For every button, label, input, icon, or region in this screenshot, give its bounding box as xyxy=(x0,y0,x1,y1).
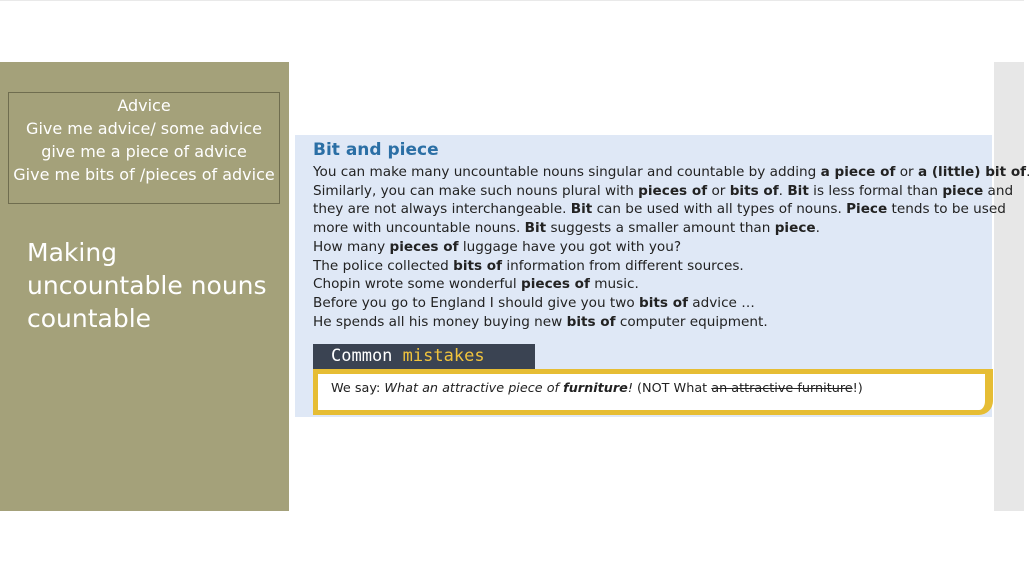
bold-phrase: pieces of xyxy=(520,276,590,293)
bold-phrase: bits of xyxy=(729,182,779,199)
textbook-body xyxy=(313,163,1030,331)
paragraph-line xyxy=(313,163,1030,182)
paragraph-line xyxy=(313,182,1014,201)
example-sentence xyxy=(313,238,985,257)
text-segment: music. xyxy=(589,276,639,293)
example-sentence xyxy=(313,313,985,332)
bold-phrase: a (little) bit of xyxy=(917,164,1027,180)
advice-line: Give me advice/ some advice xyxy=(26,119,262,138)
bold-phrase: pieces of xyxy=(389,238,459,255)
text-segment: (NOT What xyxy=(632,381,712,396)
advice-box xyxy=(8,92,280,204)
text-segment: or xyxy=(707,182,730,199)
text-segment: computer equipment. xyxy=(615,313,768,330)
text-segment: He spends all his money buying new xyxy=(313,313,567,330)
common-mistakes-label xyxy=(313,344,535,369)
text-segment: We say: xyxy=(331,381,385,396)
bold-phrase: bits of xyxy=(453,257,503,274)
paragraph-line xyxy=(313,219,985,238)
text-segment: information from different sources. xyxy=(502,257,744,274)
text-segment: is less formal than xyxy=(808,182,943,199)
text-segment: . xyxy=(778,182,788,199)
text-segment: luggage have you got with you? xyxy=(458,238,682,255)
bold-phrase: piece xyxy=(774,220,816,237)
text-segment: . xyxy=(1026,164,1030,180)
slide-title-line: Making xyxy=(27,238,118,267)
text-segment: Chopin wrote some wonderful xyxy=(313,276,521,293)
text-segment: How many xyxy=(313,238,390,255)
text-segment: more with uncountable nouns. xyxy=(313,220,525,237)
example-sentence xyxy=(313,257,985,276)
right-side-strip xyxy=(994,62,1024,511)
label-word-mistakes: mistakes xyxy=(402,346,485,366)
text-segment: . xyxy=(815,220,820,237)
slide-title-line: countable xyxy=(27,304,152,333)
bold-phrase: bits of xyxy=(639,294,688,311)
bold-phrase: Bit xyxy=(787,182,809,199)
label-word-common: Common xyxy=(331,346,393,366)
text-segment: What an attractive piece of xyxy=(384,381,564,396)
text-segment: can be used with all types of nouns. xyxy=(592,201,847,218)
bold-phrase: bits of xyxy=(566,313,616,330)
text-segment: ! xyxy=(627,381,633,396)
slide-title-line: uncountable nouns xyxy=(27,271,267,300)
bold-phrase: a piece of xyxy=(820,164,896,180)
text-segment: they are not always interchangeable. xyxy=(313,201,571,218)
textbook-heading: Bit and piece xyxy=(313,140,439,160)
slide-title xyxy=(27,236,277,335)
example-sentence xyxy=(313,294,985,313)
text-segment: Before you go to England I should give you two xyxy=(313,294,640,311)
text-segment: tends to be used xyxy=(887,201,1006,218)
bold-phrase: pieces of xyxy=(638,182,708,199)
text-segment: Similarly, you can make such nouns plural with xyxy=(313,182,639,199)
text-segment: or xyxy=(895,164,918,180)
bold-phrase: Bit xyxy=(570,201,593,218)
advice-line: Give me bits of /pieces of advice xyxy=(13,165,275,184)
paragraph-line xyxy=(313,200,1006,219)
bold-phrase: Piece xyxy=(846,201,888,218)
advice-line: give me a piece of advice xyxy=(41,142,247,161)
example-sentence xyxy=(313,275,985,294)
text-segment: The police collected xyxy=(313,257,454,274)
advice-line: Advice xyxy=(117,96,171,115)
text-segment: suggests a smaller amount than xyxy=(546,220,775,237)
struck-phrase: an attractive furniture xyxy=(711,381,853,396)
bold-phrase: Bit xyxy=(524,220,547,237)
text-segment: !) xyxy=(852,381,863,396)
text-segment: advice … xyxy=(687,294,755,311)
text-segment: and xyxy=(983,182,1014,199)
slide-top-border xyxy=(0,0,1024,1)
common-mistake-text xyxy=(331,380,863,398)
bold-phrase: furniture xyxy=(563,381,628,396)
text-segment: You can make many uncountable nouns singular and countable by adding xyxy=(313,164,821,180)
bold-phrase: piece xyxy=(942,182,984,199)
